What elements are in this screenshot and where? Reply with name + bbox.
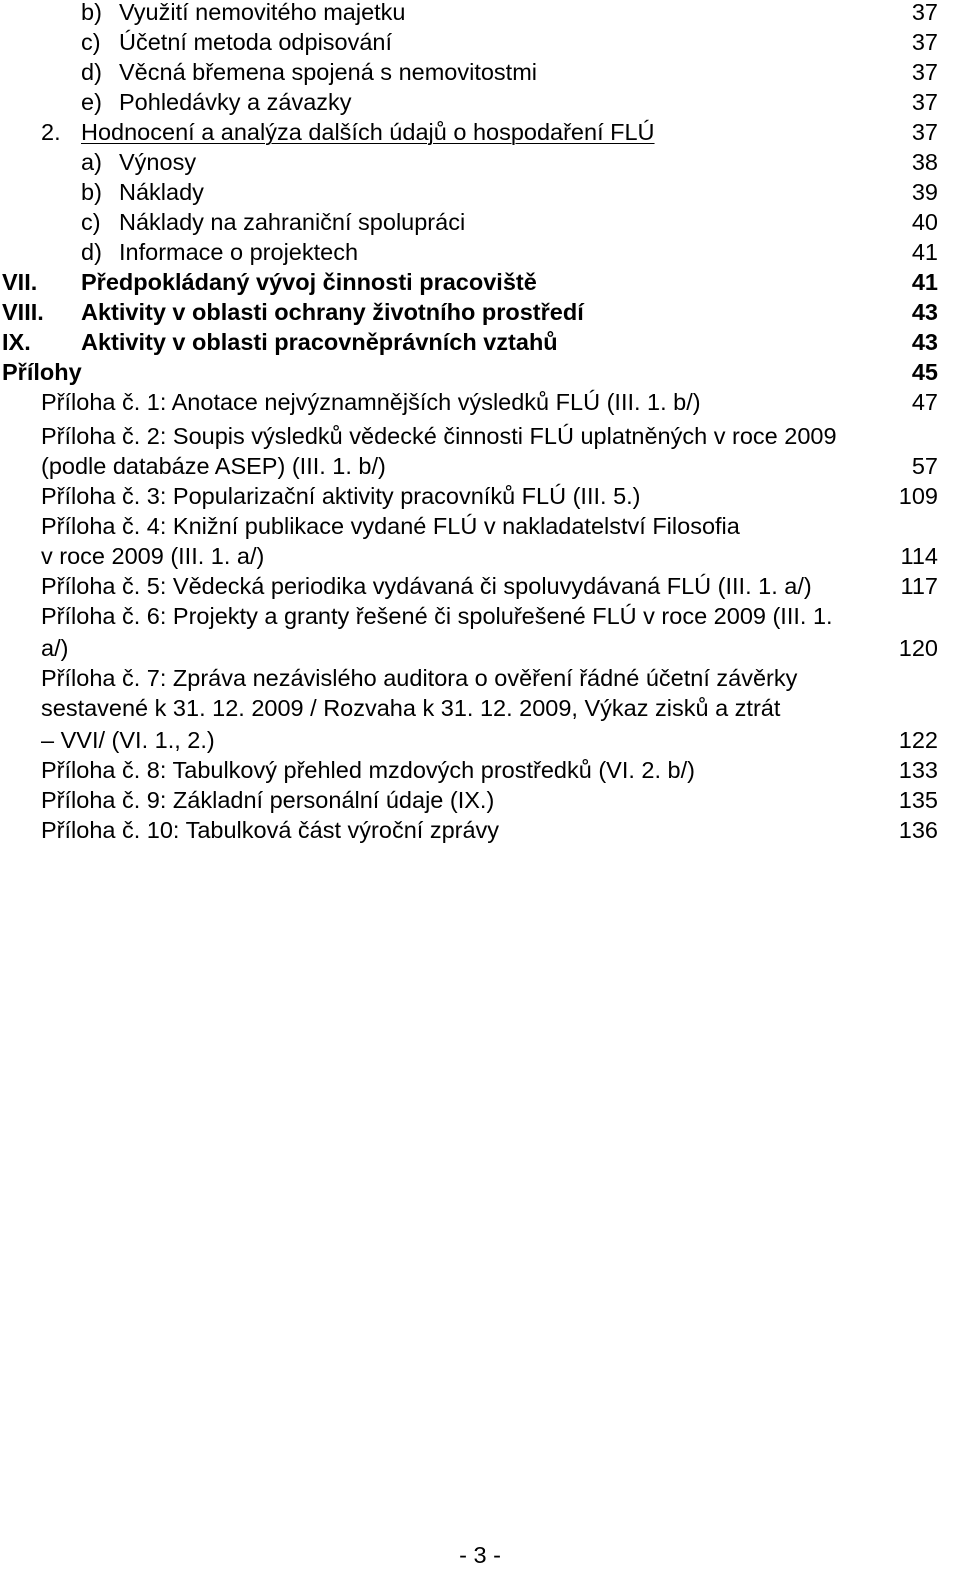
- toc-chapter: [0, 267, 960, 297]
- toc-chapter-label: VIII.: [2, 299, 44, 325]
- toc-entry: [0, 117, 960, 147]
- toc-chapter-label: IX.: [2, 329, 31, 355]
- toc-entry-title: Náklady: [119, 179, 204, 205]
- toc-appendix: [0, 815, 960, 845]
- toc-appendix-page: 117: [900, 573, 938, 599]
- toc-chapter-label: VII.: [2, 269, 38, 295]
- toc-chapter-title: Aktivity v oblasti ochrany životního prostředí: [81, 299, 584, 325]
- toc-chapter-title: Aktivity v oblasti pracovněprávních vztahů: [81, 329, 558, 355]
- toc-entry-label: d): [81, 59, 102, 85]
- page-number: - 3 -: [459, 1542, 501, 1568]
- toc-appendix-title: Příloha č. 4: Knižní publikace vydané FLÚ v nakladatelství Filosofia: [41, 513, 740, 539]
- toc-appendix: [0, 601, 960, 631]
- toc-chapter-page: 43: [911, 299, 938, 325]
- toc-entry-title: Hodnocení a analýza dalších údajů o hospodaření FLÚ: [81, 119, 655, 145]
- toc-appendix-page: 57: [911, 453, 938, 479]
- toc-appendix: [0, 511, 960, 541]
- toc-appendix: [0, 571, 960, 601]
- toc-appendix-title: Příloha č. 9: Základní personální údaje (IX.): [41, 787, 495, 813]
- toc-appendix-title: Příloha č. 10: Tabulková část výroční zprávy: [41, 817, 500, 843]
- toc-entry-title: Účetní metoda odpisování: [119, 29, 393, 55]
- toc-entry-title: Informace o projektech: [119, 239, 359, 265]
- toc-entry-page: 37: [911, 59, 938, 85]
- toc-appendix: [0, 663, 960, 693]
- toc-chapter-title: Předpokládaný vývoj činnosti pracoviště: [81, 269, 537, 295]
- toc-entry-page: 38: [911, 149, 938, 175]
- toc-entry-label: d): [81, 239, 102, 265]
- toc-entry: [0, 57, 960, 87]
- toc-appendix-title: Příloha č. 7: Zpráva nezávislého auditora o ověření řádné účetní závěrky: [41, 665, 798, 691]
- toc-appendix: [0, 633, 960, 663]
- toc-entry-title: Pohledávky a závazky: [119, 89, 352, 115]
- toc-entry-page: 37: [911, 89, 938, 115]
- toc-appendix-title-cont: (podle databáze ASEP) (III. 1. b/): [41, 453, 386, 479]
- toc-appendix: [0, 541, 960, 571]
- toc-appendix-title: Příloha č. 2: Soupis výsledků vědecké činnosti FLÚ uplatněných v roce 2009: [41, 423, 837, 449]
- toc-chapter: [0, 327, 960, 357]
- toc-entry: [0, 0, 960, 27]
- toc-appendix-page: 114: [900, 543, 938, 569]
- toc-entry-page: 41: [911, 239, 938, 265]
- toc-appendix: [0, 755, 960, 785]
- toc-chapter: [0, 297, 960, 327]
- toc-entry-title: Výnosy: [119, 149, 197, 175]
- toc-entry-page: 37: [911, 119, 938, 145]
- toc-entry-label: b): [81, 0, 102, 25]
- toc-entry-title: Náklady na zahraniční spolupráci: [119, 209, 466, 235]
- toc-appendix-page: 109: [898, 483, 938, 509]
- toc-appendix-page: 120: [898, 635, 938, 661]
- toc-chapter: [0, 357, 960, 387]
- toc-chapter-page: 41: [911, 269, 938, 295]
- toc-entry-label: 2.: [41, 119, 61, 145]
- toc-entry-page: 39: [911, 179, 938, 205]
- toc-appendix-page: 136: [898, 817, 938, 843]
- toc-appendix-title-cont: a/): [41, 635, 69, 661]
- toc-entry-label: a): [81, 149, 102, 175]
- toc-chapter-page: 45: [911, 359, 938, 385]
- toc-chapter-title: Přílohy: [2, 359, 82, 385]
- toc-appendix-title: Příloha č. 6: Projekty a granty řešené či spoluřešené FLÚ v roce 2009 (III. 1.: [41, 603, 833, 629]
- toc-appendix: [0, 421, 960, 451]
- toc-appendix-page: 122: [898, 727, 938, 753]
- toc-entry: [0, 87, 960, 117]
- toc-appendix-title-cont: v roce 2009 (III. 1. a/): [41, 543, 265, 569]
- toc-entry-title: Věcná břemena spojená s nemovitostmi: [119, 59, 537, 85]
- toc-entry-title: Využití nemovitého majetku: [119, 0, 406, 25]
- toc-chapter-page: 43: [911, 329, 938, 355]
- toc-entry-page: 37: [911, 29, 938, 55]
- toc-entry: [0, 147, 960, 177]
- toc-appendix-page: 133: [898, 757, 938, 783]
- toc-appendix: [0, 725, 960, 755]
- toc-appendix-title-cont: – VVI/ (VI. 1., 2.): [41, 727, 215, 753]
- toc-appendix-title-cont: sestavené k 31. 12. 2009 / Rozvaha k 31. 12. 2009, Výkaz zisků a ztrát: [41, 695, 781, 721]
- toc-entry: [0, 27, 960, 57]
- toc-appendix-page: 135: [898, 787, 938, 813]
- toc-appendix: [0, 451, 960, 481]
- toc-entry: [0, 177, 960, 207]
- toc-entry: [0, 237, 960, 267]
- toc-appendix-title: Příloha č. 8: Tabulkový přehled mzdových prostředků (VI. 2. b/): [41, 757, 695, 783]
- toc-appendix: [0, 785, 960, 815]
- toc-appendix-title: Příloha č. 5: Vědecká periodika vydávaná či spoluvydávaná FLÚ (III. 1. a/): [41, 573, 812, 599]
- toc-entry-label: c): [81, 209, 101, 235]
- toc-entry-page: 37: [911, 0, 938, 25]
- toc-entry: [0, 207, 960, 237]
- toc-appendix-title: Příloha č. 3: Popularizační aktivity pracovníků FLÚ (III. 5.): [41, 483, 641, 509]
- toc-entry-label: e): [81, 89, 102, 115]
- toc-appendix-title: Příloha č. 1: Anotace nejvýznamnějších výsledků FLÚ (III. 1. b/): [41, 389, 701, 415]
- toc-entry-label: c): [81, 29, 101, 55]
- toc-appendix: [0, 387, 960, 417]
- toc-appendix: [0, 693, 960, 723]
- toc-entry-page: 40: [911, 209, 938, 235]
- toc-entry-label: b): [81, 179, 102, 205]
- toc-appendix-page: 47: [911, 389, 938, 415]
- toc-appendix: [0, 481, 960, 511]
